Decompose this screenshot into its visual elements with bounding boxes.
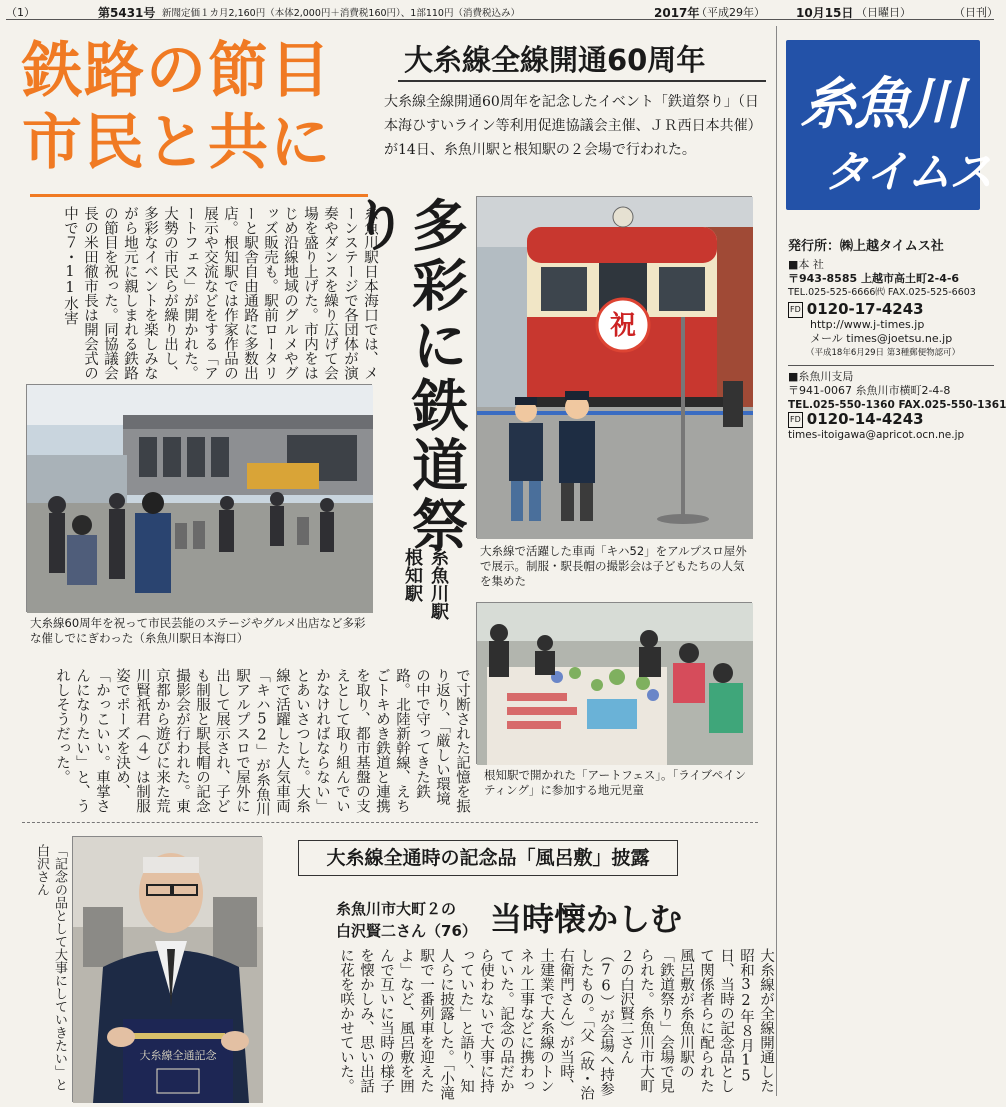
furoshiki-text: 大糸線全通記念 <box>139 1049 217 1062</box>
head-office-tel-fax: TEL.025-525-6666㈹ FAX.025-525-6603 <box>788 287 976 298</box>
station-stage-illustration <box>27 385 373 613</box>
edition: （日刊） <box>954 6 998 19</box>
column-border <box>776 26 777 1096</box>
weekday: （日曜日） <box>856 6 911 19</box>
postal-permit: （平成18年6月29日 第3種郵便物認可） <box>806 348 961 358</box>
train-illustration <box>477 197 753 539</box>
website-url[interactable]: http://www.j-times.jp <box>810 318 925 331</box>
photo-art-fes <box>476 602 752 764</box>
date: 10月15日 <box>796 6 854 20</box>
main-headline <box>22 38 362 188</box>
caption-art-fes: 根知駅で開かれた「アートフェス」。「ライブペインティング」に参加する地元児童 <box>484 768 747 797</box>
free-dial-icon: FD <box>788 302 803 318</box>
photo-train-kiha52 <box>476 196 752 538</box>
info-divider <box>788 365 994 366</box>
email-address[interactable]: メール times@joetsu.ne.jp <box>810 332 953 345</box>
branch-tel-fax: TEL.025-550-1360 FAX.025-550-1361 <box>788 399 1006 411</box>
caption-train: 大糸線で活躍した車両「キハ52」をアルプスロ屋外で展示。制服・駅長帽の撮影会は子どもたちの人気を集めた <box>480 544 747 588</box>
issue-number: 第5431号 <box>98 6 156 20</box>
second-article-headline: 当時懐かしむ <box>490 900 683 938</box>
masthead-title-2: タイムス <box>824 147 992 198</box>
person-name: 白沢賢二さん（76） <box>336 922 477 940</box>
person-address: 糸魚川市大町２の <box>336 900 457 918</box>
second-article-body: 大糸線が全線開通した昭和32年８月15日、当時の記念品として関係者らに配られた風呂敷が糸魚川駅の「鉄道祭り」会場で見られた。糸魚川市大町２の白沢賢二さん（76）が会場へ持参したもの。「父（故・治右衛門さん）が当時、土建業で大糸線のトンネル工事などに携わっていた。記念の品だから使わないで大事に持っていた」と語り、知人らに披露した。「小滝駅で一番列車を迎えたよ」など、風呂敷を囲んで互いに当時の様子を懐かしみ、思い出話に花を咲かせていた。 <box>338 948 774 1101</box>
caption-station-stage: 大糸線60周年を祝って市民芸能のステージやグルメ出店など多彩な催しでにぎわった（糸魚川駅日本海口） <box>30 616 366 645</box>
branch-free-dial-number: 0120-14-4243 <box>806 410 924 428</box>
shirasawa-illustration <box>73 837 263 1103</box>
branch-address: 〒941-0067 糸魚川市横町2-4-8 <box>788 384 951 397</box>
location-itoigawa: 糸魚川駅 <box>428 548 449 620</box>
branch-free-dial-icon: FD <box>788 412 803 428</box>
lead-paragraph: 大糸線全線開通60周年を記念したイベント「鉄道祭り」（日本海ひすいライン等利用促進協議会主催、ＪＲ西日本共催）が14日、糸魚川駅と根知駅の２会場で行われた。 <box>384 94 762 158</box>
free-dial-number: 0120-17-4243 <box>806 300 924 318</box>
masthead-title-1: 糸魚川 <box>800 72 962 137</box>
headline-rule <box>30 194 368 197</box>
headline-line-1: 鉄路の節目 <box>22 36 332 106</box>
article-body-column-1: 糸魚川駅日本海口では、メーンステージで各団体が演奏やダンスを繰り広げて会場を盛り上げた。市内をはじめ沿線地域のグルメやグッズ販売も。駅前ロータリーと駅舎自由通路に多数出店。根知駅では作家作品の展示や交流などをする「アートフェス」が開かれた。大勢の市民らが繰り出し、多彩なイベントを楽しみながら地元に親しまれる鉄路の節目を祝った。同協議会長の米田徹市長は開会式の中で７・11水害 <box>62 206 378 380</box>
art-fes-illustration <box>477 603 753 765</box>
publisher-name: 発行所：㈱上越タイムス社 <box>788 239 944 254</box>
photo-quote-caption: 「記念の品として大事にしていきたい」と白沢さん <box>34 844 67 1091</box>
year: 2017年 <box>654 6 700 20</box>
vertical-title: 多彩に鉄道祭り <box>343 196 469 556</box>
article-divider <box>22 822 758 823</box>
subscription-price: 新聞定価１カ月2,160円（本体2,000円＋消費税160円）、1部110円（消費税込み） <box>162 8 520 19</box>
newspaper-masthead <box>786 40 992 210</box>
newspaper-header <box>6 2 998 20</box>
headline-line-2: 市民と共に <box>22 108 332 178</box>
photo-station-stage <box>26 384 372 612</box>
page-number: （1） <box>6 6 35 19</box>
photo-shirasawa-furoshiki <box>72 836 262 1102</box>
branch-label: ■糸魚川支局 <box>788 370 854 383</box>
subheadline: 大糸線全線開通60周年 <box>404 43 706 77</box>
train-plate-text: 祝 <box>609 311 637 341</box>
head-office-label: ■本 社 <box>788 258 824 271</box>
second-article-heading: 大糸線全通時の記念品「風呂敷」披露 <box>298 840 678 876</box>
era-year: （平成29年） <box>696 6 765 19</box>
subheadline-rule <box>398 80 766 82</box>
head-office-address: 〒943-8585 上越市高土町2-4-6 <box>788 272 960 285</box>
location-nechi: 根知駅 <box>402 548 423 602</box>
branch-email[interactable]: times-itoigawa@apricot.ocn.ne.jp <box>788 429 965 441</box>
article-body-column-2: で寸断された記憶を振り返り、「厳しい環境の中で守ってきた鉄路。北陸新幹線、えちごトキめき鉄道と連携を取り、都市基盤の支えとして取り組んでいかなければならない」とあいさつした。大糸線で活躍した人気車両「キハ52」が糸魚川駅アルプスロで屋外に出して展示され、子ども制服と駅長帽の記念撮影会が行われた。東京都から遊びに来た荒川賢祇君（４）は制服姿でポーズを決め、「かっこいい。車掌さんになりたい」と、うれしそうだった。 <box>54 668 470 816</box>
publisher-info <box>788 239 1006 441</box>
